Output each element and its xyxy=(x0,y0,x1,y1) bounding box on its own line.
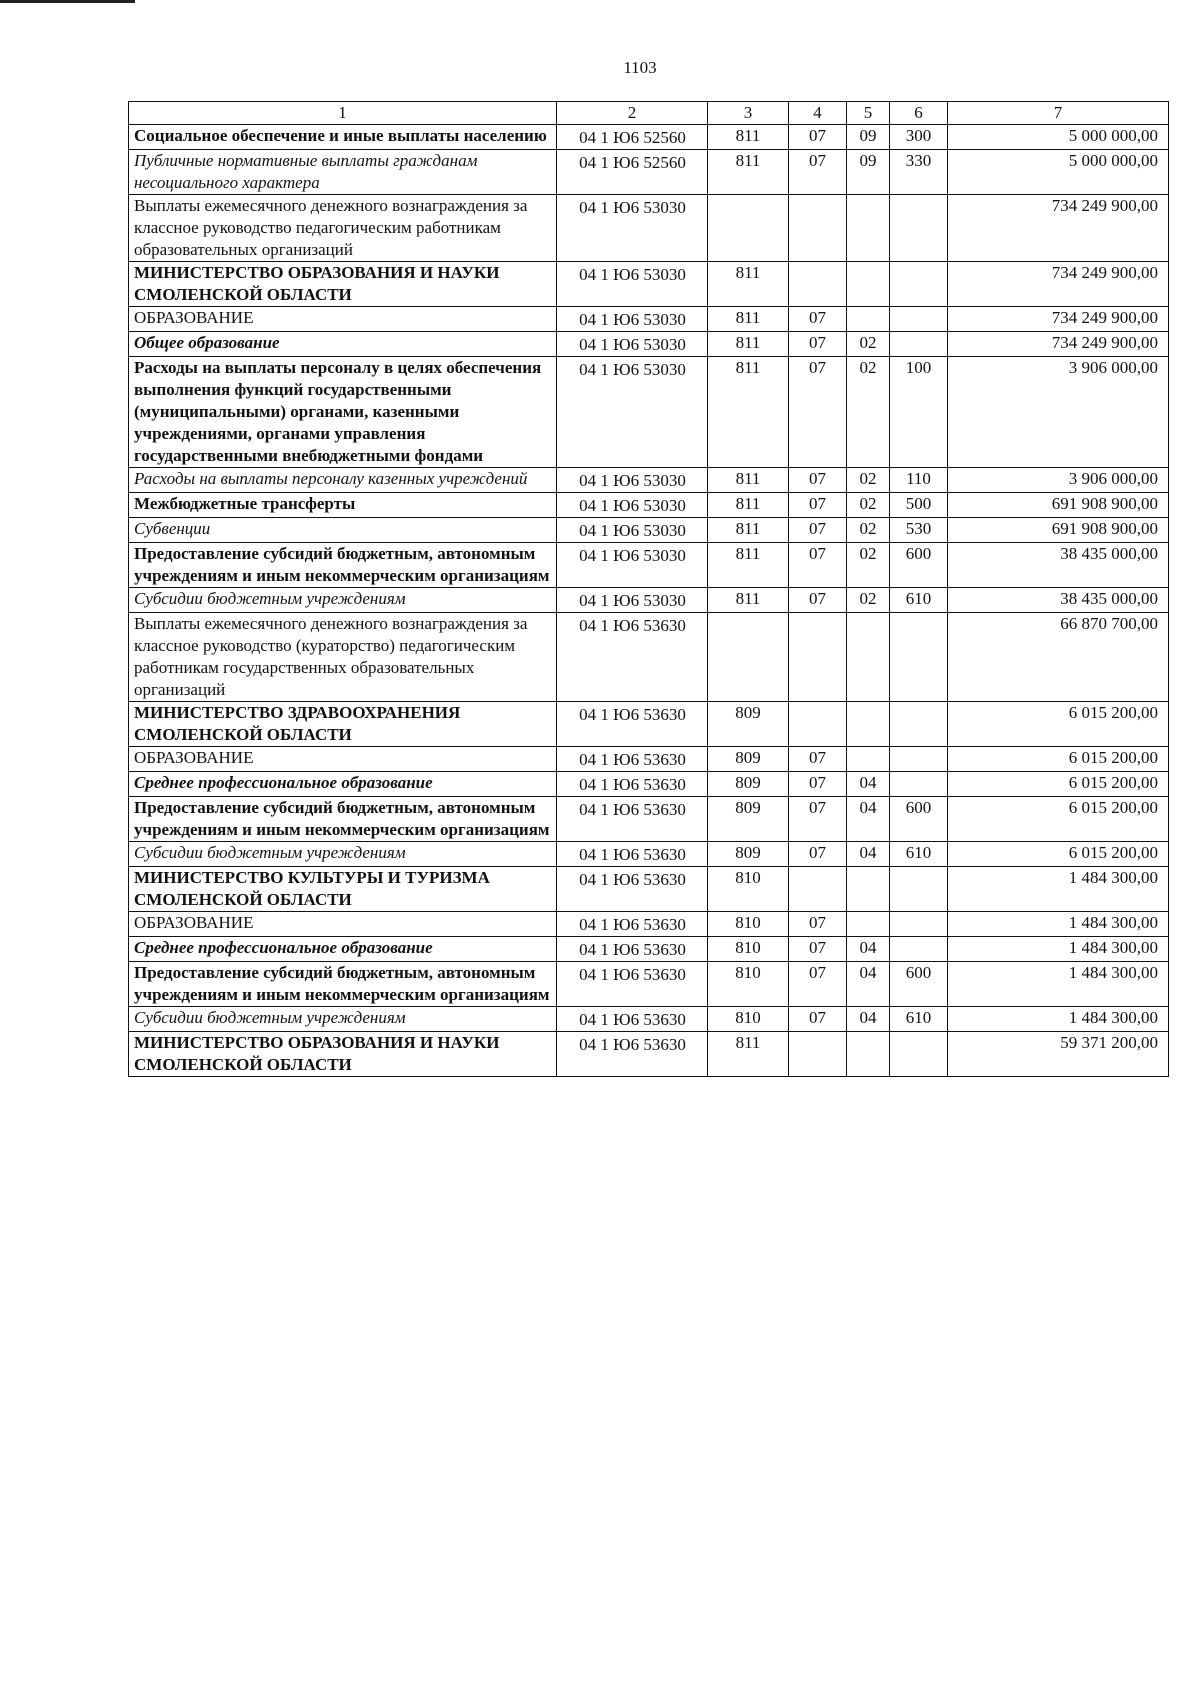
cell-subsection: 09 xyxy=(847,125,890,150)
cell-section xyxy=(789,1032,847,1077)
cell-name: Предоставление субсидий бюджетным, автономным учреждениям и иным некоммерческим организациям xyxy=(129,543,557,588)
cell-code: 04 1 Ю6 53630 xyxy=(557,937,708,962)
cell-amount: 38 435 000,00 xyxy=(948,588,1169,613)
cell-ministry-code: 811 xyxy=(708,150,789,195)
cell-code: 04 1 Ю6 53630 xyxy=(557,1007,708,1032)
cell-amount: 691 908 900,00 xyxy=(948,493,1169,518)
cell-expense-type: 530 xyxy=(890,518,948,543)
cell-name: МИНИСТЕРСТВО ОБРАЗОВАНИЯ И НАУКИ СМОЛЕНСКОЙ ОБЛАСТИ xyxy=(129,262,557,307)
cell-name: ОБРАЗОВАНИЕ xyxy=(129,747,557,772)
cell-ministry-code: 809 xyxy=(708,772,789,797)
cell-ministry-code: 810 xyxy=(708,1007,789,1032)
cell-ministry-code: 811 xyxy=(708,332,789,357)
cell-ministry-code: 811 xyxy=(708,543,789,588)
cell-ministry-code: 810 xyxy=(708,867,789,912)
cell-amount: 6 015 200,00 xyxy=(948,772,1169,797)
cell-section: 07 xyxy=(789,543,847,588)
cell-expense-type: 330 xyxy=(890,150,948,195)
cell-ministry-code: 811 xyxy=(708,493,789,518)
cell-amount: 1 484 300,00 xyxy=(948,1007,1169,1032)
cell-section: 07 xyxy=(789,747,847,772)
cell-amount: 1 484 300,00 xyxy=(948,937,1169,962)
table-row xyxy=(129,912,1169,937)
cell-name: Расходы на выплаты персоналу в целях обеспечения выполнения функций государственными (муниципальными) органами, казенными учреждениями, органами управления государственными внебюджетными фондами xyxy=(129,357,557,468)
cell-section xyxy=(789,702,847,747)
cell-ministry-code: 809 xyxy=(708,747,789,772)
cell-expense-type: 600 xyxy=(890,962,948,1007)
cell-expense-type xyxy=(890,772,948,797)
cell-amount: 6 015 200,00 xyxy=(948,797,1169,842)
cell-section: 07 xyxy=(789,332,847,357)
cell-subsection: 02 xyxy=(847,493,890,518)
cell-subsection xyxy=(847,613,890,702)
cell-section: 07 xyxy=(789,912,847,937)
cell-ministry-code: 809 xyxy=(708,842,789,867)
cell-code: 04 1 Ю6 53630 xyxy=(557,1032,708,1077)
cell-code: 04 1 Ю6 53030 xyxy=(557,518,708,543)
cell-name: Публичные нормативные выплаты гражданам несоциального характера xyxy=(129,150,557,195)
cell-code: 04 1 Ю6 53630 xyxy=(557,613,708,702)
cell-expense-type: 600 xyxy=(890,543,948,588)
table-row xyxy=(129,543,1169,588)
header-col-1: 1 xyxy=(129,102,557,125)
cell-ministry-code: 811 xyxy=(708,518,789,543)
cell-name: МИНИСТЕРСТВО ОБРАЗОВАНИЯ И НАУКИ СМОЛЕНСКОЙ ОБЛАСТИ xyxy=(129,1032,557,1077)
cell-expense-type: 110 xyxy=(890,468,948,493)
cell-expense-type xyxy=(890,332,948,357)
cell-expense-type: 610 xyxy=(890,588,948,613)
cell-section: 07 xyxy=(789,1007,847,1032)
cell-subsection: 04 xyxy=(847,937,890,962)
cell-amount: 734 249 900,00 xyxy=(948,332,1169,357)
header-col-4: 4 xyxy=(789,102,847,125)
table-row xyxy=(129,867,1169,912)
cell-code: 04 1 Ю6 52560 xyxy=(557,125,708,150)
table-row xyxy=(129,937,1169,962)
cell-amount: 6 015 200,00 xyxy=(948,747,1169,772)
cell-ministry-code: 811 xyxy=(708,307,789,332)
table-row xyxy=(129,772,1169,797)
cell-code: 04 1 Ю6 53030 xyxy=(557,307,708,332)
header-col-2: 2 xyxy=(557,102,708,125)
cell-name: Общее образование xyxy=(129,332,557,357)
cell-code: 04 1 Ю6 53030 xyxy=(557,468,708,493)
cell-expense-type xyxy=(890,613,948,702)
table-row xyxy=(129,613,1169,702)
cell-expense-type xyxy=(890,307,948,332)
cell-section: 07 xyxy=(789,772,847,797)
cell-ministry-code: 810 xyxy=(708,937,789,962)
table-row xyxy=(129,588,1169,613)
cell-expense-type xyxy=(890,262,948,307)
table-row xyxy=(129,262,1169,307)
cell-name: МИНИСТЕРСТВО ЗДРАВООХРАНЕНИЯ СМОЛЕНСКОЙ ОБЛАСТИ xyxy=(129,702,557,747)
table-row xyxy=(129,493,1169,518)
table-row xyxy=(129,1032,1169,1077)
cell-subsection: 02 xyxy=(847,518,890,543)
cell-subsection: 04 xyxy=(847,962,890,1007)
table-row xyxy=(129,332,1169,357)
cell-amount: 3 906 000,00 xyxy=(948,357,1169,468)
cell-expense-type xyxy=(890,747,948,772)
table-row xyxy=(129,1007,1169,1032)
cell-subsection xyxy=(847,1032,890,1077)
cell-code: 04 1 Ю6 53030 xyxy=(557,588,708,613)
table-row xyxy=(129,702,1169,747)
cell-amount: 5 000 000,00 xyxy=(948,125,1169,150)
table-row xyxy=(129,307,1169,332)
cell-amount: 734 249 900,00 xyxy=(948,195,1169,262)
cell-ministry-code: 809 xyxy=(708,702,789,747)
cell-subsection xyxy=(847,747,890,772)
cell-subsection: 04 xyxy=(847,1007,890,1032)
table-row xyxy=(129,797,1169,842)
cell-code: 04 1 Ю6 53630 xyxy=(557,867,708,912)
cell-amount: 1 484 300,00 xyxy=(948,912,1169,937)
header-col-7: 7 xyxy=(948,102,1169,125)
table-body xyxy=(129,102,1169,1077)
cell-section xyxy=(789,262,847,307)
cell-ministry-code: 811 xyxy=(708,125,789,150)
cell-code: 04 1 Ю6 53030 xyxy=(557,357,708,468)
cell-expense-type: 300 xyxy=(890,125,948,150)
cell-name: ОБРАЗОВАНИЕ xyxy=(129,307,557,332)
table-row xyxy=(129,962,1169,1007)
cell-ministry-code: 811 xyxy=(708,357,789,468)
cell-name: Субвенции xyxy=(129,518,557,543)
cell-subsection: 02 xyxy=(847,357,890,468)
cell-name: Предоставление субсидий бюджетным, автономным учреждениям и иным некоммерческим организациям xyxy=(129,797,557,842)
cell-amount: 734 249 900,00 xyxy=(948,262,1169,307)
cell-expense-type: 500 xyxy=(890,493,948,518)
table-row xyxy=(129,150,1169,195)
cell-name: Межбюджетные трансферты xyxy=(129,493,557,518)
cell-expense-type xyxy=(890,937,948,962)
cell-section xyxy=(789,195,847,262)
cell-code: 04 1 Ю6 53030 xyxy=(557,262,708,307)
cell-subsection: 02 xyxy=(847,468,890,493)
cell-name: МИНИСТЕРСТВО КУЛЬТУРЫ И ТУРИЗМА СМОЛЕНСКОЙ ОБЛАСТИ xyxy=(129,867,557,912)
cell-name: Выплаты ежемесячного денежного вознаграждения за классное руководство педагогическим работникам образовательных организаций xyxy=(129,195,557,262)
cell-section: 07 xyxy=(789,468,847,493)
cell-amount: 1 484 300,00 xyxy=(948,867,1169,912)
cell-subsection: 04 xyxy=(847,772,890,797)
cell-subsection xyxy=(847,307,890,332)
scan-edge-line xyxy=(0,0,135,3)
cell-subsection xyxy=(847,262,890,307)
cell-subsection: 04 xyxy=(847,842,890,867)
cell-ministry-code: 810 xyxy=(708,912,789,937)
cell-ministry-code: 809 xyxy=(708,797,789,842)
cell-code: 04 1 Ю6 53030 xyxy=(557,332,708,357)
cell-subsection: 02 xyxy=(847,588,890,613)
cell-code: 04 1 Ю6 53630 xyxy=(557,772,708,797)
cell-name: Среднее профессиональное образование xyxy=(129,772,557,797)
cell-ministry-code: 811 xyxy=(708,262,789,307)
cell-amount: 6 015 200,00 xyxy=(948,702,1169,747)
cell-amount: 66 870 700,00 xyxy=(948,613,1169,702)
cell-name: Социальное обеспечение и иные выплаты населению xyxy=(129,125,557,150)
cell-amount: 734 249 900,00 xyxy=(948,307,1169,332)
cell-ministry-code: 811 xyxy=(708,468,789,493)
table-row xyxy=(129,195,1169,262)
header-col-5: 5 xyxy=(847,102,890,125)
cell-code: 04 1 Ю6 52560 xyxy=(557,150,708,195)
cell-ministry-code xyxy=(708,195,789,262)
cell-expense-type: 100 xyxy=(890,357,948,468)
cell-name: Выплаты ежемесячного денежного вознаграждения за классное руководство (кураторство) педагогическим работникам государственных образовательных организаций xyxy=(129,613,557,702)
cell-expense-type xyxy=(890,702,948,747)
cell-expense-type: 610 xyxy=(890,1007,948,1032)
cell-code: 04 1 Ю6 53630 xyxy=(557,797,708,842)
cell-code: 04 1 Ю6 53630 xyxy=(557,842,708,867)
cell-section: 07 xyxy=(789,518,847,543)
cell-code: 04 1 Ю6 53030 xyxy=(557,195,708,262)
table-header-row xyxy=(129,102,1169,125)
cell-amount: 691 908 900,00 xyxy=(948,518,1169,543)
cell-amount: 38 435 000,00 xyxy=(948,543,1169,588)
cell-amount: 1 484 300,00 xyxy=(948,962,1169,1007)
cell-name: Субсидии бюджетным учреждениям xyxy=(129,842,557,867)
table-row xyxy=(129,747,1169,772)
cell-code: 04 1 Ю6 53630 xyxy=(557,912,708,937)
header-col-3: 3 xyxy=(708,102,789,125)
cell-section: 07 xyxy=(789,307,847,332)
cell-name: Субсидии бюджетным учреждениям xyxy=(129,588,557,613)
cell-name: ОБРАЗОВАНИЕ xyxy=(129,912,557,937)
cell-subsection xyxy=(847,702,890,747)
cell-code: 04 1 Ю6 53630 xyxy=(557,747,708,772)
cell-ministry-code: 811 xyxy=(708,588,789,613)
cell-ministry-code: 811 xyxy=(708,1032,789,1077)
cell-section: 07 xyxy=(789,357,847,468)
cell-section: 07 xyxy=(789,842,847,867)
cell-ministry-code: 810 xyxy=(708,962,789,1007)
cell-name: Предоставление субсидий бюджетным, автономным учреждениям и иным некоммерческим организациям xyxy=(129,962,557,1007)
budget-table xyxy=(128,101,1169,1077)
cell-subsection: 04 xyxy=(847,797,890,842)
cell-expense-type: 610 xyxy=(890,842,948,867)
cell-section: 07 xyxy=(789,588,847,613)
cell-section xyxy=(789,613,847,702)
cell-amount: 3 906 000,00 xyxy=(948,468,1169,493)
cell-section: 07 xyxy=(789,937,847,962)
cell-subsection: 02 xyxy=(847,543,890,588)
cell-subsection: 09 xyxy=(847,150,890,195)
cell-code: 04 1 Ю6 53030 xyxy=(557,493,708,518)
cell-code: 04 1 Ю6 53630 xyxy=(557,702,708,747)
cell-section: 07 xyxy=(789,797,847,842)
cell-subsection xyxy=(847,912,890,937)
table-row xyxy=(129,357,1169,468)
cell-subsection xyxy=(847,195,890,262)
cell-expense-type: 600 xyxy=(890,797,948,842)
cell-ministry-code xyxy=(708,613,789,702)
cell-expense-type xyxy=(890,912,948,937)
cell-section: 07 xyxy=(789,493,847,518)
page-number: 1103 xyxy=(623,58,657,77)
cell-amount: 5 000 000,00 xyxy=(948,150,1169,195)
table-row xyxy=(129,125,1169,150)
table-row xyxy=(129,468,1169,493)
cell-section: 07 xyxy=(789,125,847,150)
cell-section xyxy=(789,867,847,912)
cell-section: 07 xyxy=(789,962,847,1007)
cell-name: Расходы на выплаты персоналу казенных учреждений xyxy=(129,468,557,493)
cell-amount: 6 015 200,00 xyxy=(948,842,1169,867)
cell-code: 04 1 Ю6 53630 xyxy=(557,962,708,1007)
cell-section: 07 xyxy=(789,150,847,195)
cell-amount: 59 371 200,00 xyxy=(948,1032,1169,1077)
cell-subsection xyxy=(847,867,890,912)
cell-expense-type xyxy=(890,195,948,262)
cell-subsection: 02 xyxy=(847,332,890,357)
cell-expense-type xyxy=(890,1032,948,1077)
cell-name: Субсидии бюджетным учреждениям xyxy=(129,1007,557,1032)
cell-name: Среднее профессиональное образование xyxy=(129,937,557,962)
header-col-6: 6 xyxy=(890,102,948,125)
cell-code: 04 1 Ю6 53030 xyxy=(557,543,708,588)
table-row xyxy=(129,842,1169,867)
table-row xyxy=(129,518,1169,543)
cell-expense-type xyxy=(890,867,948,912)
